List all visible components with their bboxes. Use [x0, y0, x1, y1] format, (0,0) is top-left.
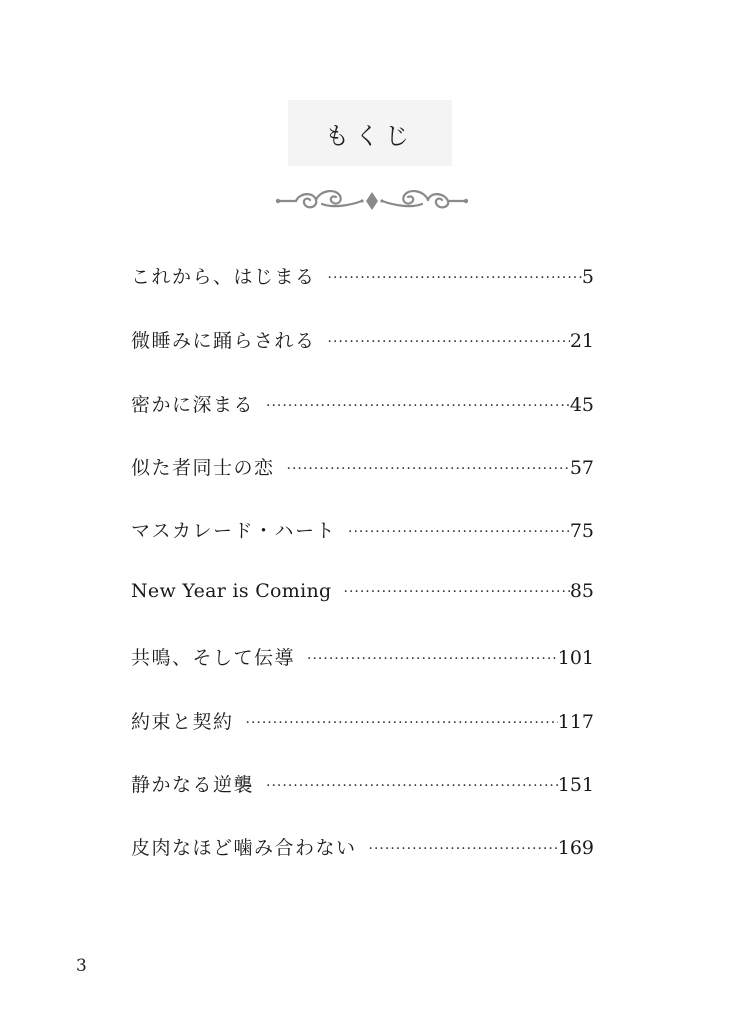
toc-entry-7[interactable]	[131, 643, 594, 673]
toc-entry-6[interactable]	[131, 580, 594, 610]
toc-entry-title: 密かに深まる	[131, 394, 255, 416]
toc-entry-8[interactable]	[131, 707, 594, 737]
toc-entry-page: 85	[569, 580, 594, 602]
toc-entry-page: 151	[557, 774, 594, 796]
toc-entry-title: 皮肉なほど噛み合わない	[131, 837, 357, 859]
toc-dot-leader	[328, 270, 582, 286]
toc-entry-title: 共鳴、そして伝導	[131, 647, 296, 669]
toc-dot-leader	[266, 778, 558, 794]
toc-entry-9[interactable]	[131, 770, 594, 800]
toc-dot-leader	[266, 398, 570, 414]
page-number: 3	[76, 956, 87, 976]
toc-entry-page: 21	[569, 330, 594, 352]
flourish-divider-icon	[274, 182, 470, 216]
toc-entry-5[interactable]	[131, 516, 594, 546]
toc-entry-1[interactable]	[131, 262, 594, 292]
toc-entry-title: これから、はじまる	[131, 266, 316, 288]
toc-entry-page: 75	[569, 520, 594, 542]
toc-entry-title: マスカレード・ハート	[131, 520, 337, 542]
toc-entry-page: 45	[569, 394, 594, 416]
toc-entry-page: 169	[557, 837, 594, 859]
toc-entry-title: 約束と契約	[131, 711, 234, 733]
toc-entry-page: 5	[581, 266, 594, 288]
toc-entry-page: 117	[557, 711, 594, 733]
toc-dot-leader	[307, 651, 558, 667]
toc-dot-leader	[328, 334, 570, 350]
toc-entry-title: 微睡みに踊らされる	[131, 330, 316, 352]
toc-entry-title: 似た者同士の恋	[131, 457, 275, 479]
toc-entry-page: 57	[569, 457, 594, 479]
toc-entry-page: 101	[557, 647, 594, 669]
toc-dot-leader	[369, 841, 558, 857]
toc-entry-10[interactable]	[131, 833, 594, 863]
title-box	[288, 100, 452, 166]
toc-dot-leader	[348, 524, 570, 540]
toc-entry-2[interactable]	[131, 326, 594, 356]
page-title: もくじ	[325, 121, 415, 150]
toc-entry-3[interactable]	[131, 390, 594, 420]
toc-entry-title: 静かなる逆襲	[131, 774, 255, 796]
toc-dot-leader	[344, 584, 570, 600]
toc-dot-leader	[287, 461, 570, 477]
toc-dot-leader	[246, 715, 558, 731]
toc-entry-4[interactable]	[131, 453, 594, 483]
toc-entry-title: New Year is Coming	[131, 580, 332, 602]
